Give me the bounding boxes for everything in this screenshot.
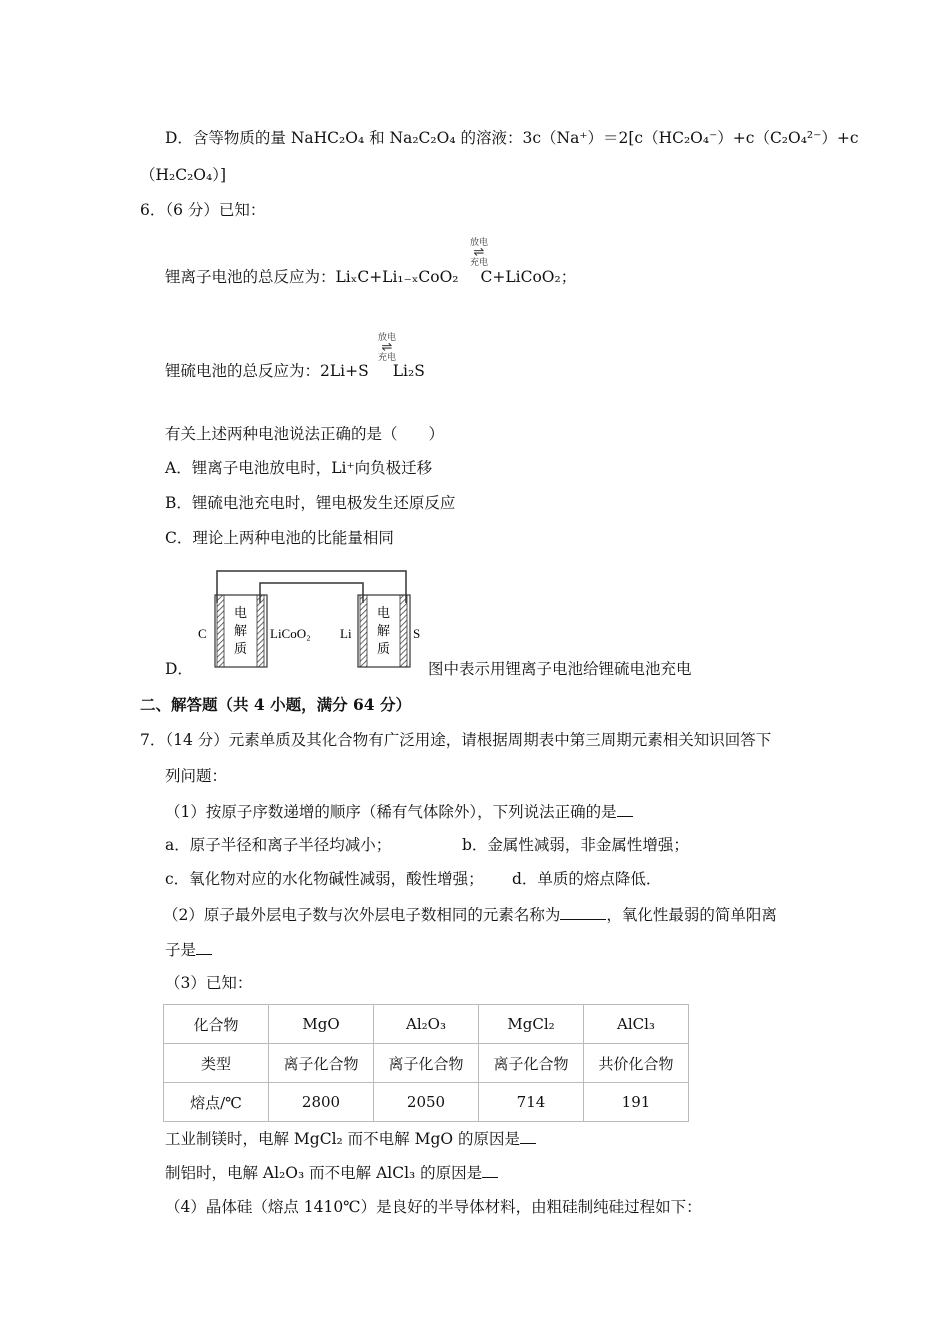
table-row <box>164 1005 689 1044</box>
table-cell: 2050 <box>374 1083 479 1122</box>
table-row <box>164 1083 689 1122</box>
left-electrolyte-2: 解 <box>234 624 248 639</box>
right-electrolyte-2: 解 <box>377 624 391 639</box>
q6-option-c: C．理论上两种电池的比能量相同 <box>165 529 394 547</box>
q6-header <box>140 199 265 221</box>
answer-blank[interactable] <box>196 938 212 955</box>
q7-part3: （3）已知： <box>165 974 253 992</box>
q5-option-d: D．含等物质的量 NaHC₂O₄ 和 Na₂C₂O₄ 的溶液：3c（Na⁺）＝2[c（HC₂O₄⁻）+c（C₂O₄²⁻）+c <box>165 129 859 147</box>
q7-intro-continued: 列问题： <box>165 767 228 785</box>
label-li: Li <box>340 626 352 641</box>
answer-blank[interactable] <box>520 1127 536 1144</box>
table-cell: 离子化合物 <box>269 1044 374 1083</box>
reaction2 <box>165 360 425 382</box>
battery-circuit-figure <box>190 565 430 675</box>
q6-option-d: 图中表示用锂离子电池给锂硫电池充电 <box>428 660 692 678</box>
table-cell: 化合物 <box>164 1005 269 1044</box>
reaction2-left: 2Li+S <box>320 362 369 380</box>
section-title: 二、解答题（共 4 小题，满分 64 分） <box>140 695 411 714</box>
q6-stem: 有关上述两种电池说法正确的是（ ） <box>165 425 445 443</box>
q6-option-b: B．锂硫电池充电时，锂电极发生还原反应 <box>165 494 456 512</box>
arrow-top-label: 放电 <box>377 333 396 343</box>
table-cell: 714 <box>479 1083 584 1122</box>
q7-part4: （4）晶体硅（熔点 1410℃）是良好的半导体材料，由粗硅制纯硅过程如下： <box>165 1198 702 1216</box>
left-electrolyte-3: 质 <box>234 642 248 657</box>
reaction2-prefix: 锂硫电池的总反应为： <box>165 362 321 380</box>
left-cell-electrode-c <box>217 595 224 667</box>
q6-option-a: A．锂离子电池放电时，Li⁺向负极迁移 <box>165 459 433 477</box>
reversible-arrow-icon: ⇌ <box>473 245 485 260</box>
table-cell: AlCl₃ <box>584 1005 689 1044</box>
q6-number: 6． <box>140 201 166 219</box>
answer-blank[interactable] <box>560 903 606 920</box>
label-c: C <box>198 626 207 641</box>
q7-part2 <box>163 903 777 926</box>
arrow-top-label: 放电 <box>469 238 488 248</box>
label-licoo2: LiCoO₂ <box>270 626 311 641</box>
inner-wire <box>260 583 363 603</box>
q7-part2-cont-text: 子是 <box>165 941 197 959</box>
q7-intro <box>140 729 771 751</box>
q7-intro-text: （14 分）元素单质及其化合物有广泛用途，请根据周期表中第三周期元素相关知识回答下 <box>165 731 772 749</box>
table-cell: 离子化合物 <box>479 1044 584 1083</box>
reversible-arrow-icon: ⇌ <box>381 340 393 355</box>
q7-part1-option-a: a．原子半径和离子半径均减小； <box>165 836 392 854</box>
reaction1-left: LiₓC+Li₁₋ₓCoO₂ <box>335 268 459 286</box>
table-cell: MgO <box>269 1005 374 1044</box>
q7-part3-magnesium <box>165 1127 536 1150</box>
q6-score: （6 分）已知： <box>165 201 266 219</box>
label-s: S <box>413 626 421 641</box>
table-cell: 熔点/℃ <box>164 1083 269 1122</box>
left-electrolyte-1: 电 <box>234 606 248 621</box>
answer-blank[interactable] <box>482 1161 498 1178</box>
left-cell-electrode-licoo2 <box>257 595 264 667</box>
q7-part1-option-d: d．单质的熔点降低． <box>512 870 662 888</box>
right-cell-electrode-li <box>360 595 367 667</box>
q7-part3-aluminum <box>165 1161 498 1184</box>
right-electrolyte-1: 电 <box>377 606 391 621</box>
q7-part2-text: （2）原子最外层电子数与次外层电子数相同的元素名称为 <box>163 906 561 924</box>
q7-number: 7． <box>140 731 166 749</box>
reaction1-arrow <box>462 238 496 268</box>
q7-part3-al-text: 制铝时，电解 Al₂O₃ 而不电解 AlCl₃ 的原因是 <box>165 1164 483 1182</box>
table-row <box>164 1044 689 1083</box>
table-cell: 类型 <box>164 1044 269 1083</box>
reaction1 <box>165 266 576 288</box>
answer-blank[interactable] <box>617 800 633 817</box>
reaction2-right: Li₂S <box>392 362 425 380</box>
q7-part2-mid: ，氧化性最弱的简单阳离 <box>606 906 777 924</box>
q7-part1-text: （1）按原子序数递增的顺序（稀有气体除外），下列说法正确的是 <box>165 803 617 821</box>
table-cell: 2800 <box>269 1083 374 1122</box>
right-cell-electrode-s <box>400 595 407 667</box>
q6-option-d-label: D． <box>165 660 193 678</box>
right-electrolyte-3: 质 <box>377 642 391 657</box>
reaction1-right: C+LiCoO₂； <box>480 268 577 286</box>
arrow-bottom-label: 充电 <box>469 258 488 268</box>
table-cell: 离子化合物 <box>374 1044 479 1083</box>
q7-part1-option-b: b．金属性减弱，非金属性增强； <box>462 836 689 854</box>
arrow-bottom-label: 充电 <box>377 353 396 363</box>
table-cell: MgCl₂ <box>479 1005 584 1044</box>
q7-part3-mg-text: 工业制镁时，电解 MgCl₂ 而不电解 MgO 的原因是 <box>165 1130 521 1148</box>
reaction2-arrow <box>370 333 404 363</box>
q7-part1-option-c: c．氧化物对应的水化物碱性减弱，酸性增强； <box>165 870 484 888</box>
q7-part1 <box>165 800 633 823</box>
melting-point-table <box>163 1004 689 1122</box>
outer-wire <box>217 571 406 603</box>
table-cell: 共价化合物 <box>584 1044 689 1083</box>
q5-option-d-continued: （H₂C₂O₄）] <box>140 166 227 184</box>
q7-part2-continued <box>165 938 212 961</box>
reaction1-prefix: 锂离子电池的总反应为： <box>165 268 336 286</box>
table-cell: 191 <box>584 1083 689 1122</box>
table-cell: Al₂O₃ <box>374 1005 479 1044</box>
